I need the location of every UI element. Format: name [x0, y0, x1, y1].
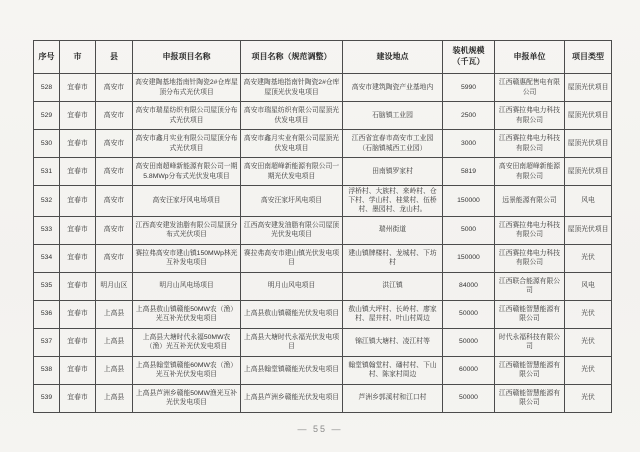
table-cell: 高安市: [96, 186, 133, 217]
table-cell: 高安田南超峰新能源有限公司一期5.8MWp分布式光伏发电项目: [133, 158, 241, 186]
table-cell: 539: [34, 384, 60, 412]
table-row: [34, 186, 612, 217]
table-row: [34, 102, 612, 130]
table-cell: 宜春市: [60, 328, 96, 356]
table-cell: 高安市瑞星纺织有限公司屋顶光伏发电项目: [241, 102, 343, 130]
table-cell: 屋顶光伏项目: [565, 158, 612, 186]
header-project-type: 项目类型: [565, 41, 612, 74]
table-cell: 上高县芦洲乡赣能光伏发电项目: [241, 384, 343, 412]
table-cell: 536: [34, 300, 60, 328]
table-cell: 光伏: [565, 300, 612, 328]
table-cell: 风电: [565, 186, 612, 217]
table-cell: 江西赣能智慧能源有限公司: [495, 300, 565, 328]
table-cell: 3000: [443, 130, 495, 158]
table-cell: 江西赣能智慧能源有限公司: [495, 356, 565, 384]
table-cell: 高安市: [96, 102, 133, 130]
table-cell: 上高县翰堂镇赣能60MW农（渔）光互补光伏发电项目: [133, 356, 241, 384]
table-cell: 江西高安建发油脂有限公司屋顶光伏发电项目: [241, 216, 343, 244]
table-cell: 高安市: [96, 216, 133, 244]
table-cell: 50000: [443, 328, 495, 356]
project-declaration-table: [33, 40, 612, 413]
table-cell: 田南镇罗家村: [343, 158, 443, 186]
table-cell: 532: [34, 186, 60, 217]
table-row: [34, 272, 612, 300]
header-serial-number: 序号: [34, 41, 60, 74]
table-cell: 江西省宜春市高安市工业园（石脑镇城西工业园）: [343, 130, 443, 158]
table-cell: 宜春市: [60, 158, 96, 186]
table-cell: 537: [34, 328, 60, 356]
table-cell: 高安市鑫月实业有限公司屋顶分布式光伏项目: [133, 130, 241, 158]
table-cell: 光伏: [565, 328, 612, 356]
table-cell: 上高县: [96, 300, 133, 328]
table-cell: 屋顶光伏项目: [565, 216, 612, 244]
table-cell: 高安市瑞星纺织有限公司屋顶分布式光伏项目: [133, 102, 241, 130]
table-cell: 宜春市: [60, 272, 96, 300]
table-cell: 50000: [443, 300, 495, 328]
table-cell: 屋顶光伏项目: [565, 130, 612, 158]
table-row: [34, 300, 612, 328]
table-cell: 上高县敖山镇赣能50MW农（渔）光互补光伏发电项目: [133, 300, 241, 328]
table-cell: 上高县: [96, 356, 133, 384]
table-cell: 84000: [443, 272, 495, 300]
table-cell: 赛拉弗高安市建山镇光伏发电项目: [241, 244, 343, 272]
header-installed-capacity: 装机规模（千瓦）: [443, 41, 495, 74]
table-cell: 宜春市: [60, 384, 96, 412]
table-cell: 明月山风电项目: [241, 272, 343, 300]
table-row: [34, 158, 612, 186]
table-cell: 屋顶光伏项目: [565, 102, 612, 130]
table-cell: 光伏: [565, 244, 612, 272]
table-cell: 江西赛拉弗电力科技有限公司: [495, 130, 565, 158]
header-construction-site: 建设地点: [343, 41, 443, 74]
table-cell: 宜春市: [60, 216, 96, 244]
table-cell: 高安汪家圩风电项目: [241, 186, 343, 217]
table-cell: 上高县: [96, 384, 133, 412]
table-cell: 瑞州街道: [343, 216, 443, 244]
table-row: [34, 328, 612, 356]
table-cell: 宜春市: [60, 300, 96, 328]
table-cell: 江西联合能源有限公司: [495, 272, 565, 300]
header-adjusted-project-name: 项目名称（规范调整）: [241, 41, 343, 74]
header-county: 县: [96, 41, 133, 74]
table-cell: 上高县: [96, 328, 133, 356]
table-header-row: [34, 41, 612, 74]
table-body: [34, 74, 612, 413]
table-cell: 石脑镇工业园: [343, 102, 443, 130]
table-cell: 明月山区: [96, 272, 133, 300]
table-cell: 江西赛拉弗电力科技有限公司: [495, 216, 565, 244]
table-cell: 高安田南超峰新能源有限公司一期光伏发电项目: [241, 158, 343, 186]
table-cell: 高安田南超峰新能源有限公司: [495, 158, 565, 186]
table-row: [34, 74, 612, 102]
table-cell: 529: [34, 102, 60, 130]
table-cell: 530: [34, 130, 60, 158]
table-row: [34, 130, 612, 158]
table-cell: 宜春市: [60, 74, 96, 102]
table-cell: 上高县大塘时代永福50MW农（渔）光互补光伏发电项目: [133, 328, 241, 356]
table-cell: 明月山风电场项目: [133, 272, 241, 300]
table-cell: 528: [34, 74, 60, 102]
header-city: 市: [60, 41, 96, 74]
table-row: [34, 356, 612, 384]
table-cell: 宜春市: [60, 186, 96, 217]
table-cell: 534: [34, 244, 60, 272]
table-cell: 5000: [443, 216, 495, 244]
table-cell: 上高县芦洲乡赣能50MW渔光互补光伏发电项目: [133, 384, 241, 412]
table-cell: 江西赛拉弗电力科技有限公司: [495, 102, 565, 130]
table-cell: 150000: [443, 244, 495, 272]
table-row: [34, 244, 612, 272]
table-cell: 上高县翰堂镇赣能光伏发电项目: [241, 356, 343, 384]
table-cell: 光伏: [565, 356, 612, 384]
table-cell: 宜春市: [60, 130, 96, 158]
table-cell: 535: [34, 272, 60, 300]
table-cell: 高安建陶基地指南针陶瓷2#仓库屋顶分布式光伏项目: [133, 74, 241, 102]
table-cell: 高安市: [96, 158, 133, 186]
table-cell: 上高县敖山镇赣能光伏发电项目: [241, 300, 343, 328]
table-cell: 2500: [443, 102, 495, 130]
table-cell: 江西赣惠配售电有限公司: [495, 74, 565, 102]
table-cell: 高安市建筑陶瓷产业基地内: [343, 74, 443, 102]
table-cell: 洪江镇: [343, 272, 443, 300]
table-cell: 屋顶光伏项目: [565, 74, 612, 102]
table-cell: 江西赣能智慧能源有限公司: [495, 384, 565, 412]
table-cell: 翰堂镇翰堂村、磻村村、下山村、陈家村周边: [343, 356, 443, 384]
table-cell: 宜春市: [60, 244, 96, 272]
table-cell: 远景能源有限公司: [495, 186, 565, 217]
table-cell: 风电: [565, 272, 612, 300]
table-cell: 芦洲乡郭溪村和江口村: [343, 384, 443, 412]
table-cell: 高安市鑫月实业有限公司屋顶光伏发电项目: [241, 130, 343, 158]
table-cell: 高安市: [96, 74, 133, 102]
table-row: [34, 216, 612, 244]
table-row: [34, 384, 612, 412]
table-cell: 60000: [443, 356, 495, 384]
table-cell: 高安市: [96, 130, 133, 158]
table-cell: 宜春市: [60, 356, 96, 384]
page-number: — 55 —: [297, 424, 343, 434]
table-cell: 赛拉弗高安市建山镇150MWp林光互补发电项目: [133, 244, 241, 272]
table-cell: 时代永福科技有限公司: [495, 328, 565, 356]
table-cell: 江西高安建发油脂有限公司屋顶分布式光伏项目: [133, 216, 241, 244]
table-cell: 江西赛拉弗电力科技有限公司: [495, 244, 565, 272]
header-declaring-unit: 申报单位: [495, 41, 565, 74]
table-cell: 高安汪家圩风电场项目: [133, 186, 241, 217]
table-cell: 宜春市: [60, 102, 96, 130]
table-cell: 5990: [443, 74, 495, 102]
table-cell: 敖山镇大坪村、长岭村、廖家村、屋井村、叶山村周边: [343, 300, 443, 328]
table-cell: 50000: [443, 384, 495, 412]
table-cell: 光伏: [565, 384, 612, 412]
table-cell: 533: [34, 216, 60, 244]
table-cell: 5819: [443, 158, 495, 186]
table-cell: 538: [34, 356, 60, 384]
table-cell: 上高县大塘时代永福光伏发电项目: [241, 328, 343, 356]
table-cell: 建山镇牌楼村、龙城村、下坊村: [343, 244, 443, 272]
table-cell: 531: [34, 158, 60, 186]
table-cell: 锦江镇大塘村、凌江村等: [343, 328, 443, 356]
table-cell: 高安市: [96, 244, 133, 272]
header-declared-project-name: 申报项目名称: [133, 41, 241, 74]
table-cell: 高安建陶基地指南针陶瓷2#仓库屋顶光伏发电项目: [241, 74, 343, 102]
table-cell: 150000: [443, 186, 495, 217]
table-cell: 浮桥村、大族村、来岭村、仓下村、学山村、桂棠村、伍桥村、墨园村、龙山村。: [343, 186, 443, 217]
